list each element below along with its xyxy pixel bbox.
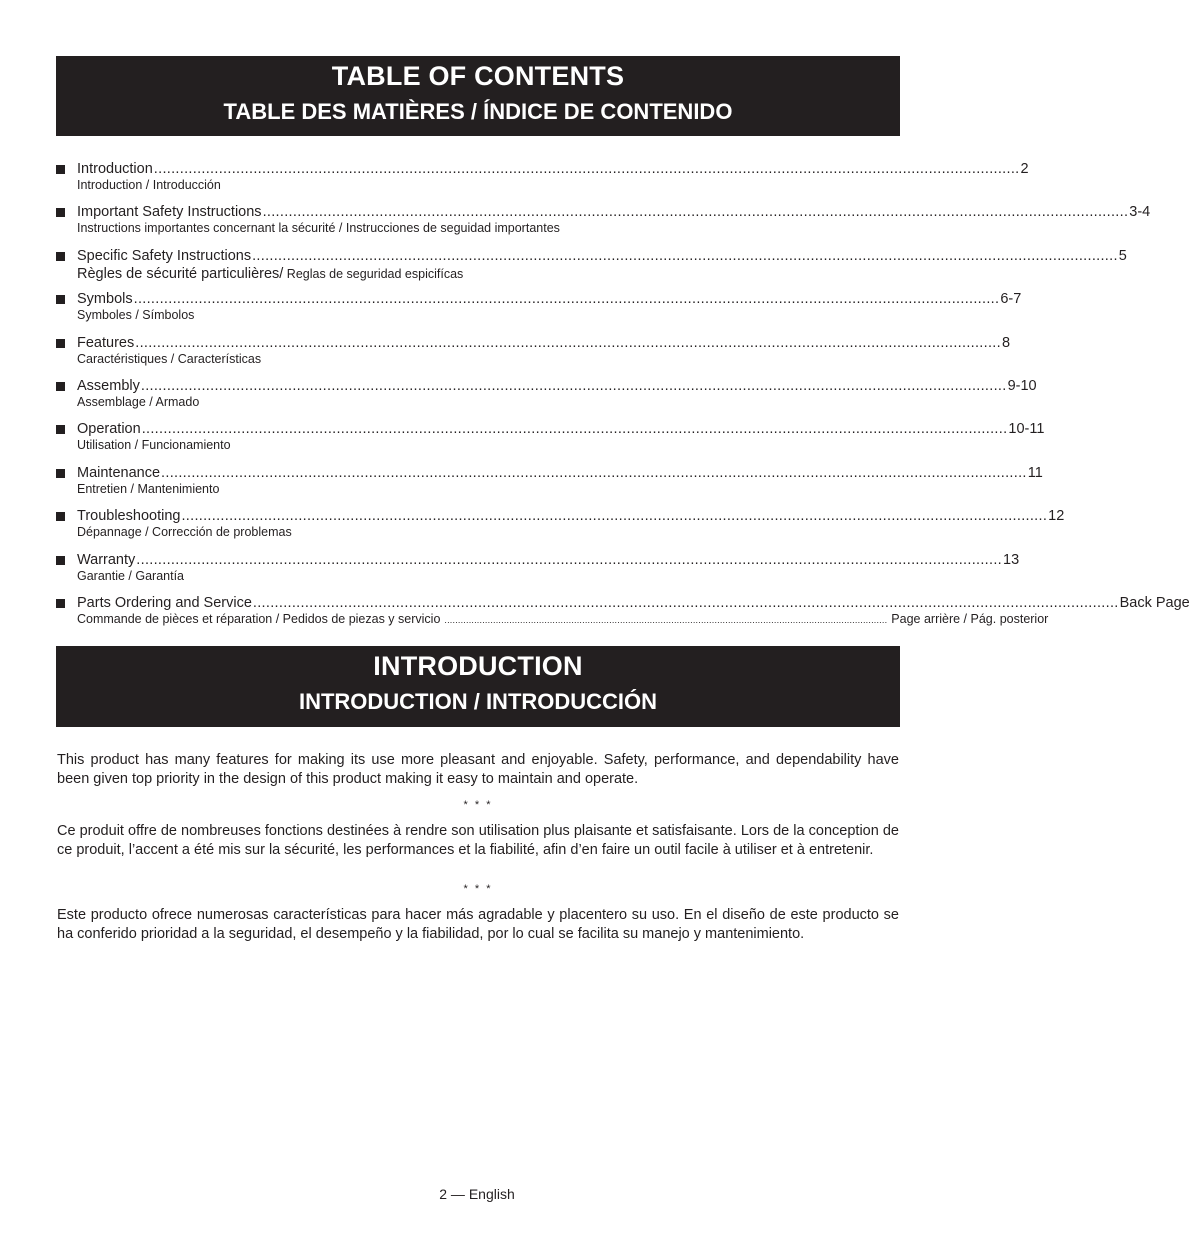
toc-header-banner	[56, 56, 900, 136]
dot-leader: ........................................................................................................................................................................................................	[140, 377, 1007, 394]
toc-item-label: Maintenance	[77, 464, 161, 481]
dot-leader: ........................................................................................................................................................................................................	[141, 421, 1008, 438]
toc-item-translation: Caractéristiques / Características	[77, 351, 262, 366]
intro-title: INTRODUCTION	[373, 651, 583, 681]
toc-item-label: Parts Ordering and Service	[77, 594, 252, 611]
toc-item-troubleshooting[interactable]	[56, 507, 1065, 550]
translation-es: Reglas de seguridad espicifícas	[283, 266, 464, 281]
toc-item-assembly[interactable]	[56, 377, 1037, 420]
intro-paragraph-en: This product has many features for making its use more pleasant and enjoyable. Safety, performance, and dependability have been given top priority in the design of this product making it easy to maintain and operate.	[57, 752, 899, 787]
square-bullet-icon	[56, 208, 65, 217]
toc-item-page: 5	[1118, 247, 1127, 264]
square-bullet-icon	[56, 252, 65, 261]
square-bullet-icon	[56, 469, 65, 478]
toc-item-page: 11	[1027, 464, 1043, 481]
toc-item-translation: Utilisation / Funcionamiento	[77, 438, 231, 453]
dot-leader: ........................................................................................................................................................................................................	[161, 464, 1027, 481]
toc-item-page: 8	[1001, 334, 1011, 351]
dot-leader: ........................................................................................................................................................................................................	[133, 291, 1000, 308]
dot-leader: ........................................................................................................................................................................................................	[136, 551, 1002, 568]
toc-item-translation: Garantie / Garantía	[77, 568, 185, 583]
intro-subtitle: INTRODUCTION / INTRODUCCIÓN	[298, 689, 658, 714]
translation-page: Page arrière / Pág. posterior	[891, 611, 1049, 626]
dot-leader: ........................................................................................................................................................................................................	[181, 508, 1048, 525]
square-bullet-icon	[56, 295, 65, 304]
table-of-contents	[56, 160, 1190, 637]
square-bullet-icon	[56, 339, 65, 348]
dot-leader: ........................................................................................................................................................................................................	[153, 161, 1020, 177]
separator-stars: * * *	[463, 883, 493, 895]
toc-item-label: Introduction	[77, 161, 153, 177]
square-bullet-icon	[56, 382, 65, 391]
dot-leader: ........................................................................................................................................................................................................	[262, 204, 1129, 221]
toc-item-label: Symbols	[77, 291, 133, 308]
toc-item-introduction[interactable]	[56, 160, 1029, 203]
dot-leader: ........................................................................................................................................................................................................	[135, 334, 1001, 351]
toc-item-translation: Introduction / Introducción	[77, 178, 221, 192]
square-bullet-icon	[56, 425, 65, 434]
toc-item-operation[interactable]	[56, 420, 1045, 463]
toc-item-label: Operation	[77, 421, 141, 438]
square-bullet-icon	[56, 165, 65, 174]
translation-label: Commande de pièces et réparation / Pedidos de piezas y servicio	[77, 611, 441, 626]
toc-item-maintenance[interactable]	[56, 464, 1043, 507]
toc-item-symbols[interactable]	[56, 290, 1022, 333]
toc-item-label: Features	[77, 334, 135, 351]
toc-item-label: Troubleshooting	[77, 508, 181, 525]
toc-item-label: Important Safety Instructions	[77, 204, 262, 221]
toc-item-page: 2	[1020, 161, 1029, 177]
toc-item-translation: Assemblage / Armado	[77, 394, 200, 409]
toc-item-label: Specific Safety Instructions	[77, 247, 252, 264]
square-bullet-icon	[56, 512, 65, 521]
dot-leader: ........................................................................................................................................................................................................	[252, 247, 1118, 264]
toc-item-page: 9-10	[1007, 377, 1037, 394]
translation-fr: Règles de sécurité particulières/	[77, 265, 284, 282]
toc-item-label: Warranty	[77, 551, 136, 568]
toc-item-parts-ordering[interactable]	[56, 594, 1190, 637]
intro-paragraph-fr: Ce produit offre de nombreuses fonctions destinées à rendre son utilisation plus plaisante et satisfaisante. Lors de la conception de ce produit, l’accent a été mis sur la sécurité, les performances et la fiabilité, afin d’en faire un outil facile à utiliser et à entretenir.	[57, 823, 899, 858]
toc-item-translation	[77, 265, 894, 284]
toc-item-translation: Instructions importantes concernant la sécurité / Instrucciones de seguidad importantes	[77, 221, 560, 236]
toc-item-page: 12	[1048, 508, 1065, 525]
toc-item-page: 13	[1003, 551, 1020, 568]
toc-item-specific-safety[interactable]	[56, 247, 1127, 290]
intro-paragraph-es: Este producto ofrece numerosas características para hacer más agradable y placentero su uso. En el diseño de este producto se ha conferido prioridad a la seguridad, el desempeño y la fiabilidad, por lo cual se facilita su manejo y mantenimiento.	[57, 907, 899, 942]
toc-item-page: Back Page	[1119, 594, 1190, 611]
toc-item-important-safety[interactable]	[56, 203, 1151, 246]
toc-item-translation: Dépannage / Corrección de problemas	[77, 525, 292, 540]
dot-leader: ........................................................................................................................................................................................................	[252, 594, 1119, 611]
toc-item-warranty[interactable]	[56, 551, 1020, 594]
square-bullet-icon	[56, 599, 65, 608]
toc-item-label: Assembly	[77, 377, 140, 394]
toc-item-page: 6-7	[1000, 291, 1022, 308]
dot-leader: ....................................................................................................................................................................	[444, 614, 888, 625]
page-footer: 2 — English	[439, 1186, 515, 1202]
toc-subtitle: TABLE DES MATIÈRES / ÍNDICE DE CONTENIDO	[223, 99, 733, 124]
toc-item-page: 3-4	[1129, 204, 1151, 221]
separator-stars: * * *	[463, 799, 493, 811]
toc-item-features[interactable]	[56, 334, 1011, 377]
toc-title: TABLE OF CONTENTS	[331, 61, 625, 91]
intro-header-banner	[56, 646, 900, 727]
toc-item-page: 10-11	[1008, 421, 1045, 438]
toc-item-translation	[77, 611, 1049, 628]
toc-item-translation: Symboles / Símbolos	[77, 308, 195, 323]
square-bullet-icon	[56, 556, 65, 565]
toc-item-translation: Entretien / Mantenimiento	[77, 481, 220, 496]
